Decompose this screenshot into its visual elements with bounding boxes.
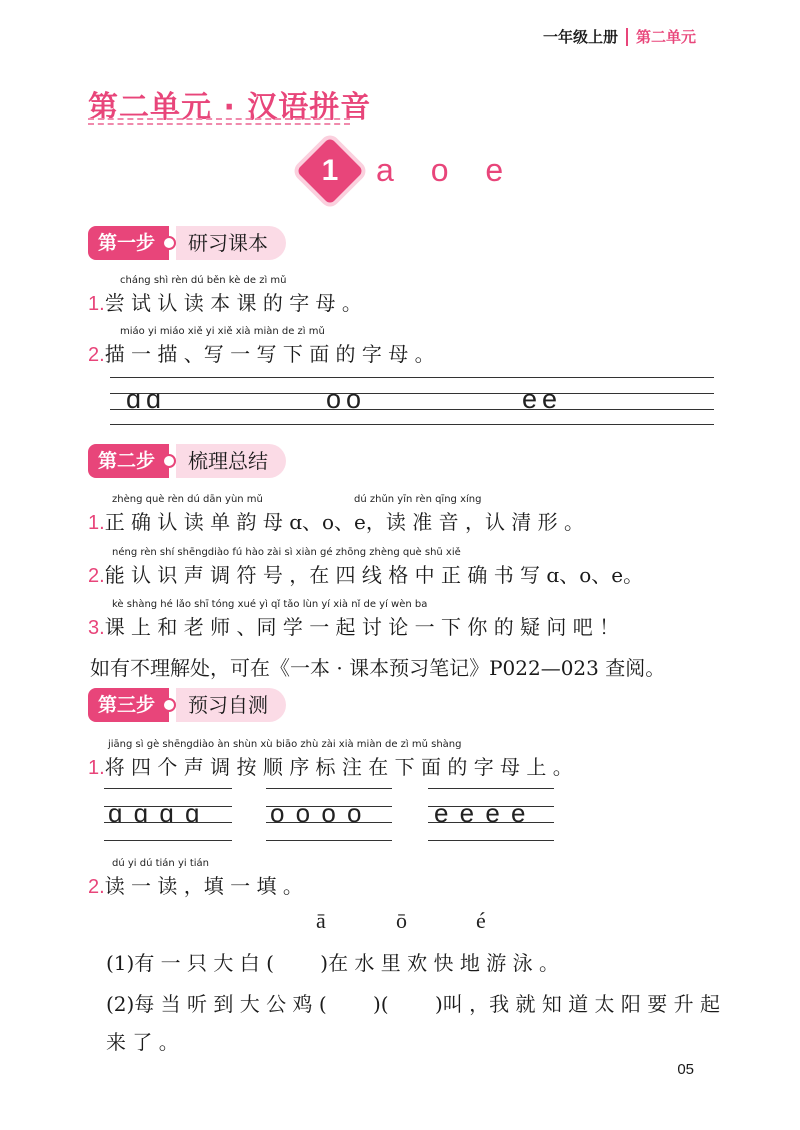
step2-number: 第二步 (88, 444, 169, 478)
pinyin: cháng shì rèn dú běn kè de zì mǔ (120, 275, 287, 286)
pinyin: zhèng què rèn dú dān yùn mǔ (112, 494, 263, 505)
title-underline (88, 118, 350, 120)
tone-letters: e e e e (434, 798, 528, 828)
pinyin: kè shàng hé lǎo shī tóng xué yì qǐ tǎo lùn yí xià nǐ de yí wèn ba (112, 599, 428, 610)
item-text: 将 四 个 声 调 按 顺 序 标 注 在 下 面 的 字 母 上 。 (104, 755, 573, 779)
header-divider (626, 28, 628, 46)
item-text: 描 一 描 、写 一 写 下 面 的 字 母 。 (104, 342, 435, 366)
step3-item2 (88, 870, 303, 899)
lesson-number: 1 (321, 154, 339, 187)
step1-item2 (88, 338, 435, 367)
step-dot-icon (162, 454, 176, 468)
pinyin: jiāng sì gè shēngdiào àn shùn xù biāo zhù zài xià miàn de zì mǔ shàng (108, 739, 462, 750)
item-text: 尝 试 认 读 本 课 的 字 母 。 (104, 291, 362, 315)
step2-tag (88, 444, 286, 478)
pinyin: miáo yi miáo xiě yi xiě xià miàn de zì mǔ (120, 326, 325, 337)
writing-line (110, 393, 714, 394)
practice-letters: oo (326, 384, 367, 414)
item-number: 1. (88, 293, 105, 315)
item-number: 2. (88, 344, 105, 366)
tone-grid (266, 788, 392, 846)
writing-line (266, 840, 392, 841)
title-underline (88, 123, 350, 125)
tone-grid (428, 788, 554, 846)
fill-sentence-2: (2)每 当 听 到 大 公 鸡 ( )( )叫 ，我 就 知 道 太 阳 要 升 起 (106, 992, 720, 1016)
step1-label: 研习课本 (176, 226, 286, 260)
writing-line (428, 788, 554, 789)
book-label: 一年级上册 (542, 28, 618, 46)
fill-sentence-2-cont: 来 了 。 (106, 1030, 179, 1054)
choice-o: ō (396, 908, 407, 933)
writing-line (104, 840, 232, 841)
step2-item2 (88, 559, 643, 588)
step3-item1 (88, 751, 573, 780)
item-text: 课 上 和 老 师 、同 学 一 起 讨 论 一 下 你 的 疑 问 吧 ！ (104, 615, 620, 639)
writing-line (110, 409, 714, 410)
page-number: 05 (677, 1061, 694, 1078)
pinyin: néng rèn shí shēngdiào fú hào zài sì xiàn gé zhōng zhèng què shū xiě (112, 547, 461, 558)
step2-item1 (88, 506, 584, 535)
step1-item1 (88, 287, 362, 316)
step3-label: 预习自测 (176, 688, 286, 722)
practice-letters: ɑɑ (126, 384, 167, 414)
lesson-title: a o e (376, 152, 518, 188)
step1-tag (88, 226, 286, 260)
choice-a: ā (316, 908, 326, 933)
step3-number: 第三步 (88, 688, 169, 722)
step2-label: 梳理总结 (176, 444, 286, 478)
writing-line (110, 424, 714, 425)
step-dot-icon (162, 236, 176, 250)
item-text: 读 一 读 ，填 一 填 。 (104, 874, 303, 898)
pinyin: dú zhǔn yīn rèn qīng xíng (354, 494, 482, 505)
unit-title-block (88, 74, 372, 125)
unit-title: 第二单元 · 汉语拼音 (88, 90, 372, 125)
step2-item3 (88, 611, 619, 640)
item-number: 3. (88, 617, 105, 639)
tone-grid (104, 788, 232, 846)
writing-line (104, 788, 232, 789)
writing-line (428, 840, 554, 841)
item-text: 能 认 识 声 调 符 号 ，在 四 线 格 中 正 确 书 写 ɑ、o、e。 (104, 563, 644, 587)
pinyin: dú yi dú tián yi tián (112, 858, 209, 869)
item-number: 2. (88, 876, 105, 898)
fill-sentence-1: (1)有 一 只 大 白 ( )在 水 里 欢 快 地 游 泳 。 (106, 951, 559, 975)
step-dot-icon (162, 698, 176, 712)
page-header (543, 26, 696, 47)
tone-letters: o o o o (270, 798, 364, 828)
item-number: 2. (88, 565, 105, 587)
step1-number: 第一步 (88, 226, 169, 260)
reference-note: 如有不理解处，可在《一本 · 课本预习笔记》P022—023 查阅。 (90, 656, 666, 680)
item-text: 正 确 认 读 单 韵 母 ɑ、o、e，读 准 音 ，认 清 形 。 (104, 510, 585, 534)
writing-line (110, 377, 714, 378)
writing-line (266, 788, 392, 789)
tone-letters: ɑ ɑ ɑ ɑ (108, 798, 202, 828)
item-number: 1. (88, 512, 105, 534)
item-number: 1. (88, 757, 105, 779)
practice-letters: ee (522, 384, 563, 414)
unit-label: 第二单元 (635, 28, 696, 46)
choice-e: é (476, 908, 486, 933)
step3-tag (88, 688, 286, 722)
